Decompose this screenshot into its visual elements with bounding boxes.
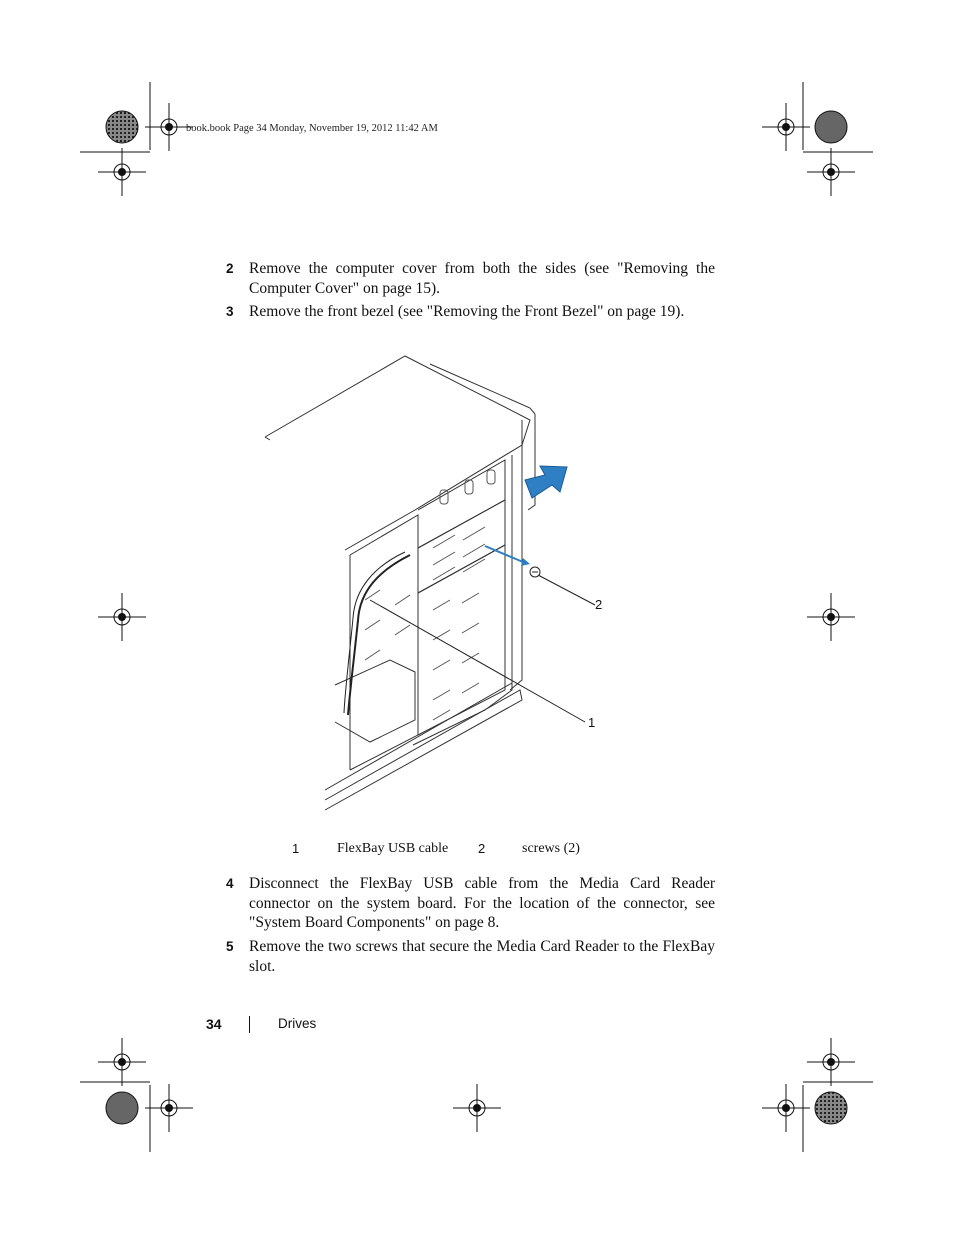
step-number: 3 — [226, 304, 234, 319]
legend-label: screws (2) — [522, 841, 580, 856]
legend-number: 2 — [478, 841, 486, 856]
step-text: Disconnect the FlexBay USB cable from the Media Card Reader connector on the system board. For the location of the connector, see "System Board Components" on page 8. — [249, 875, 715, 931]
callout-1: 1 — [588, 715, 596, 730]
step-text: Remove the front bezel (see "Removing the Front Bezel" on page 19). — [249, 303, 685, 320]
step-number: 4 — [226, 876, 234, 891]
step-number: 5 — [226, 939, 234, 954]
legend-number: 1 — [292, 841, 300, 856]
step-number: 2 — [226, 261, 234, 276]
step-text: Remove the computer cover from both the sides (see "Removing the Computer Cover" on page 15). — [249, 260, 715, 297]
legend-label: FlexBay USB cable — [337, 841, 449, 856]
step-text: Remove the two screws that secure the Media Card Reader to the FlexBay slot. — [249, 938, 715, 975]
footer-divider — [249, 1016, 250, 1033]
page-number: 34 — [206, 1016, 222, 1032]
print-slug: book.book Page 34 Monday, November 19, 2012 11:42 AM — [186, 123, 438, 134]
pull-arrow-icon — [525, 466, 567, 498]
section-title: Drives — [278, 1016, 317, 1031]
callout-2: 2 — [595, 597, 603, 612]
